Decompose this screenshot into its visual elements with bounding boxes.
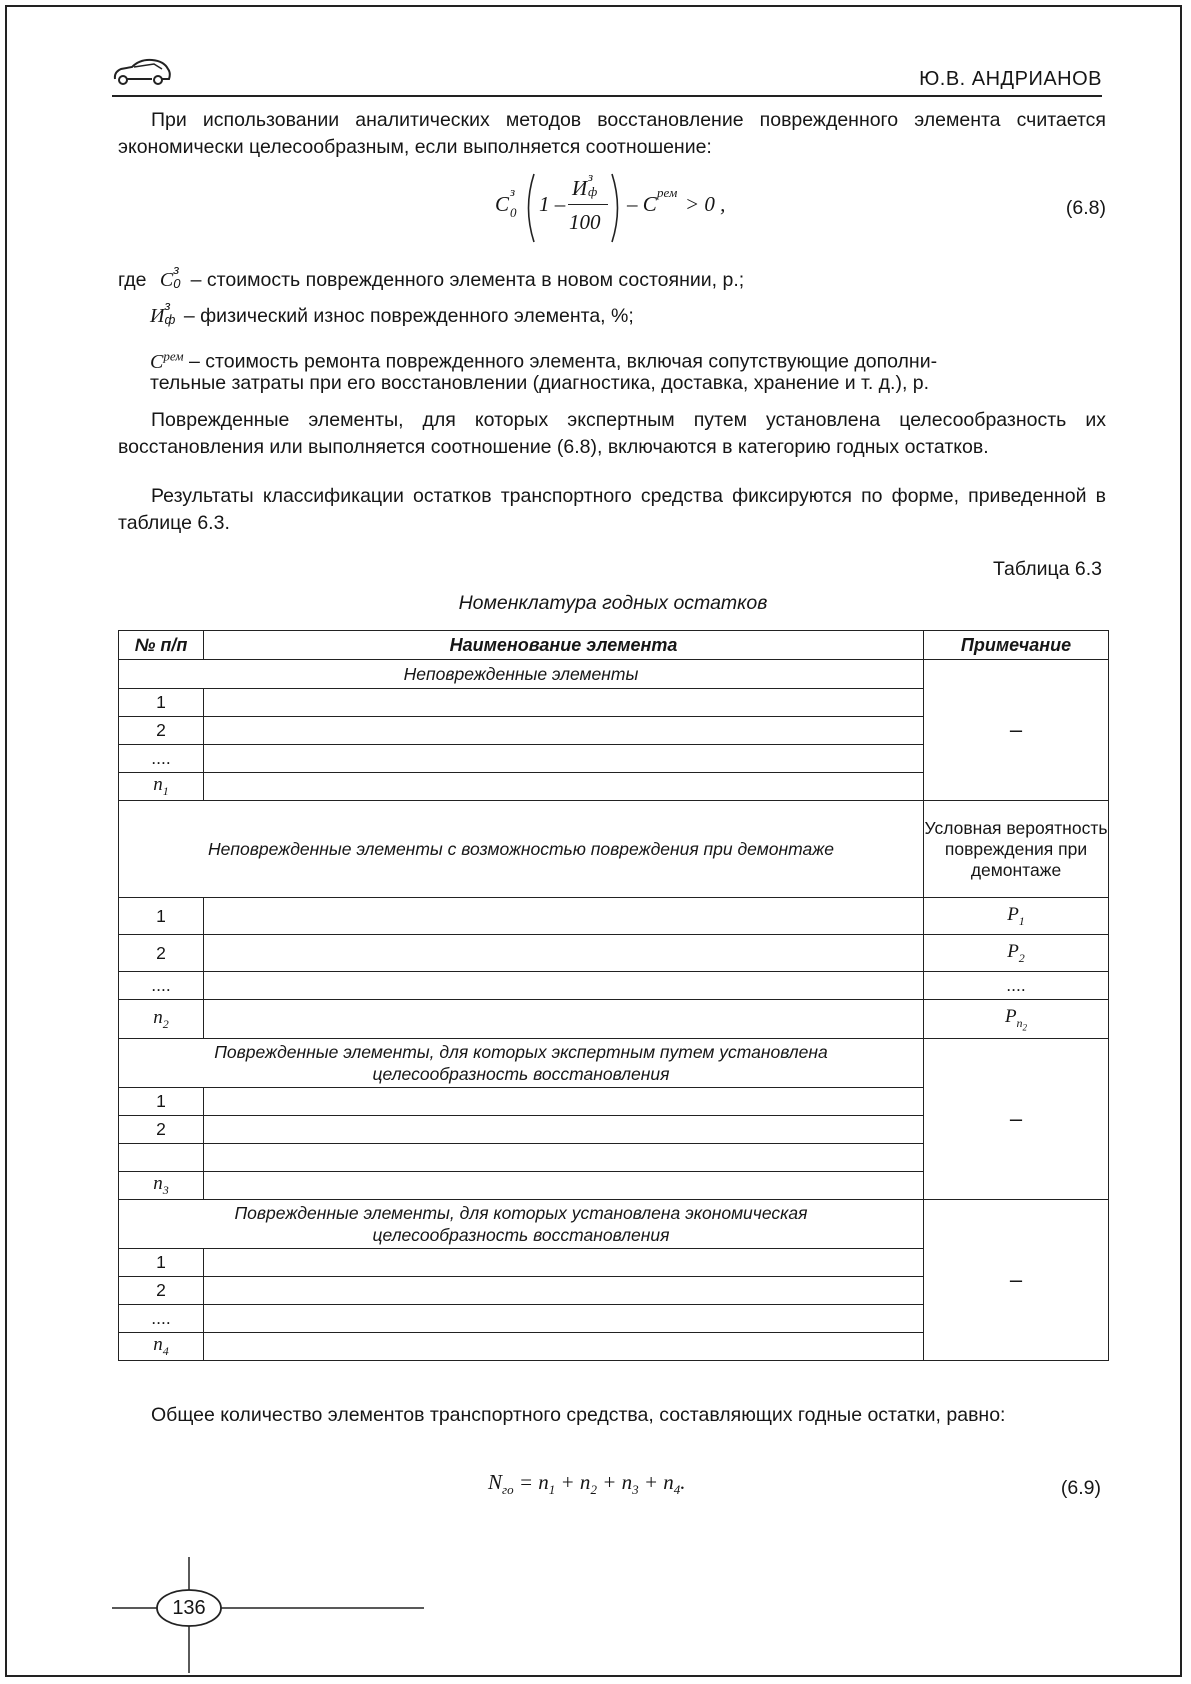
table-row [119,898,1109,935]
formula-6-9 [488,1470,748,1510]
formula-plus-n: + n [602,1470,633,1494]
definition-i [150,298,634,330]
row-name-cell [204,1144,924,1172]
c0-description: – стоимость поврежденного элемента в новом состоянии, р.; [190,269,745,291]
car-logo-icon [112,55,172,90]
row-number-n: n [153,1334,163,1356]
row-probability: .... [924,972,1109,1000]
paragraph-2: Поврежденные элементы, для которых экспертным путем установлена целесообразность их восстановления или выполняется соотношение (6.8), включаются в категорию годных остатков. [118,409,1106,458]
formula-i-sub: ф [588,184,598,199]
intro-paragraph: При использовании аналитических методов восстановление поврежденного элемента считается экономически целесообразным, если выполняется соотношение: [118,109,1106,158]
section2-title-row [119,801,1109,898]
formula-i-sup: з [588,169,594,184]
symbol-c-sub: 0 [173,276,181,291]
section2-note-header: Условная вероятность повреждения при демонтаже [924,801,1109,898]
row-probability [924,898,1109,935]
i-description: – физический износ поврежденного элемента, %; [183,305,634,327]
row-number-sub: 4 [162,1343,169,1358]
row-name-cell [204,972,924,1000]
table-caption: Номенклатура годных остатков [458,592,768,614]
formula-c-sub: 0 [510,205,517,220]
table-row [119,1000,1109,1039]
row-number [119,1000,204,1039]
row-number [119,1333,204,1361]
equation-number-6-9: (6.9) [1060,1477,1101,1499]
section1-note: – [924,660,1109,801]
section1-title: Неповрежденные элементы [119,660,924,689]
symbol-c-sup: з [173,262,180,277]
page-header [112,50,1102,95]
page-number-footer [112,1555,432,1675]
formula-end: . [680,1470,686,1494]
symbol-c: C [159,269,174,291]
formula-6-8 [495,169,745,244]
formula-plus-n: + n [560,1470,591,1494]
header-number: № п/п [119,631,204,660]
row-name-cell [204,1116,924,1144]
row-name-cell [204,1088,924,1116]
row-name-cell [204,773,924,801]
author-name: Ю.В. АНДРИАНОВ [919,68,1102,90]
row-number: .... [119,1305,204,1333]
probability-p: P [1007,903,1019,925]
formula-eq-n: = n [518,1470,549,1494]
paragraph-3: Результаты классификации остатков транспортного средства фиксируются по форме, приведенной в таблице 6.3. [118,485,1106,534]
row-number: .... [119,745,204,773]
symbol-crem-sup: рем [163,348,184,363]
row-number: .... [119,972,204,1000]
row-number: 2 [119,717,204,745]
row-name-cell [204,898,924,935]
row-name-cell [204,745,924,773]
nomenclature-table [118,630,1109,1361]
row-number: 1 [119,1249,204,1277]
formula-one-minus: 1 – [539,192,566,216]
symbol-i-indices [164,298,178,327]
formula-sub-3: 3 [632,1482,639,1498]
header-note: Примечание [924,631,1109,660]
equation-number-6-8: (6.8) [1065,197,1106,219]
symbol-c-indices [173,262,185,291]
section4-title: Поврежденные элементы, для которых установлена экономическая целесообразность восстановления [119,1200,924,1249]
symbol-crem: $C^{рем}$ [150,348,184,373]
left-paren [521,172,537,244]
fraction-bar [568,204,608,205]
symbol-i-sup: з [164,298,171,313]
row-number-n: n [153,1173,163,1195]
page-number: 136 [172,1597,206,1619]
formula-sub-1: 1 [548,1482,556,1498]
row-number-sub: 1 [162,783,169,798]
row-number-sub: 2 [162,1016,169,1031]
formula-c: C [495,192,510,216]
row-name-cell [204,717,924,745]
table-row [119,935,1109,972]
row-number: 1 [119,898,204,935]
table-row [119,972,1109,1000]
probability-sub: 2 [1018,950,1025,965]
crem-description-1: – стоимость ремонта поврежденного элемента, включая сопутствующие дополни- [189,350,938,373]
row-probability [924,1000,1109,1039]
formula-minus-crem: – C [627,192,657,216]
formula-tail: > 0 , [685,192,726,216]
probability-sub: 1 [1018,913,1025,928]
row-number-sub: 3 [162,1182,169,1197]
section3-title-row [119,1039,1109,1088]
row-name-cell [204,935,924,972]
crem-description-2: тельные затраты при его восстановлении (диагностика, доставка, хранение и т. д.), р. [150,372,930,394]
formula-crem-sup: рем [657,185,678,200]
row-number-n: n [153,774,163,796]
where-word: где [118,269,147,291]
symbol-i: И [150,305,165,327]
row-name-cell [204,1000,924,1039]
row-number-n: n [153,1006,163,1028]
formula-i: И [572,176,588,200]
row-number: 2 [119,1277,204,1305]
row-number: 2 [119,935,204,972]
section3-title: Поврежденные элементы, для которых экспертным путем установлена целесообразность восстановления [119,1039,924,1088]
row-name-cell [204,689,924,717]
row-number [119,1172,204,1200]
formula-n: N [488,1470,503,1494]
formula-denominator: 100 [569,210,601,234]
section1-title-row [119,660,1109,689]
formula-sub-4: 4 [673,1482,681,1498]
formula-plus-n: + n [643,1470,674,1494]
paragraph-4: Общее количество элементов транспортного средства, составляющих годные остатки, равно: [151,1404,1006,1426]
probability-subsub: 2 [1022,1022,1028,1033]
row-number [119,773,204,801]
row-name-cell [204,1249,924,1277]
section4-note: – [924,1200,1109,1361]
section4-title-row [119,1200,1109,1249]
row-name-cell [204,1333,924,1361]
probability-p: P [1004,1005,1017,1027]
row-probability [924,935,1109,972]
row-number: 1 [119,1088,204,1116]
formula-n-sub: го [502,1482,514,1498]
table-header-row [119,631,1109,660]
row-number: 2 [119,1116,204,1144]
right-paren [609,172,625,244]
symbol-i-sub: ф [164,312,176,327]
header-divider [112,95,1102,97]
header-name: Наименование элемента [204,631,924,660]
probability-sub: n [1016,1015,1023,1030]
section2-title: Неповрежденные элементы с возможностью повреждения при демонтаже [119,801,924,898]
table-label: Таблица 6.3 [993,558,1102,580]
row-number: 1 [119,689,204,717]
row-number [119,1144,204,1172]
formula-c-sup: з [510,184,516,199]
formula-sub-2: 2 [590,1482,597,1498]
probability-p: P [1007,940,1019,962]
row-name-cell [204,1305,924,1333]
section3-note: – [924,1039,1109,1200]
definition-c0 [118,262,745,294]
row-name-cell [204,1172,924,1200]
row-name-cell [204,1277,924,1305]
